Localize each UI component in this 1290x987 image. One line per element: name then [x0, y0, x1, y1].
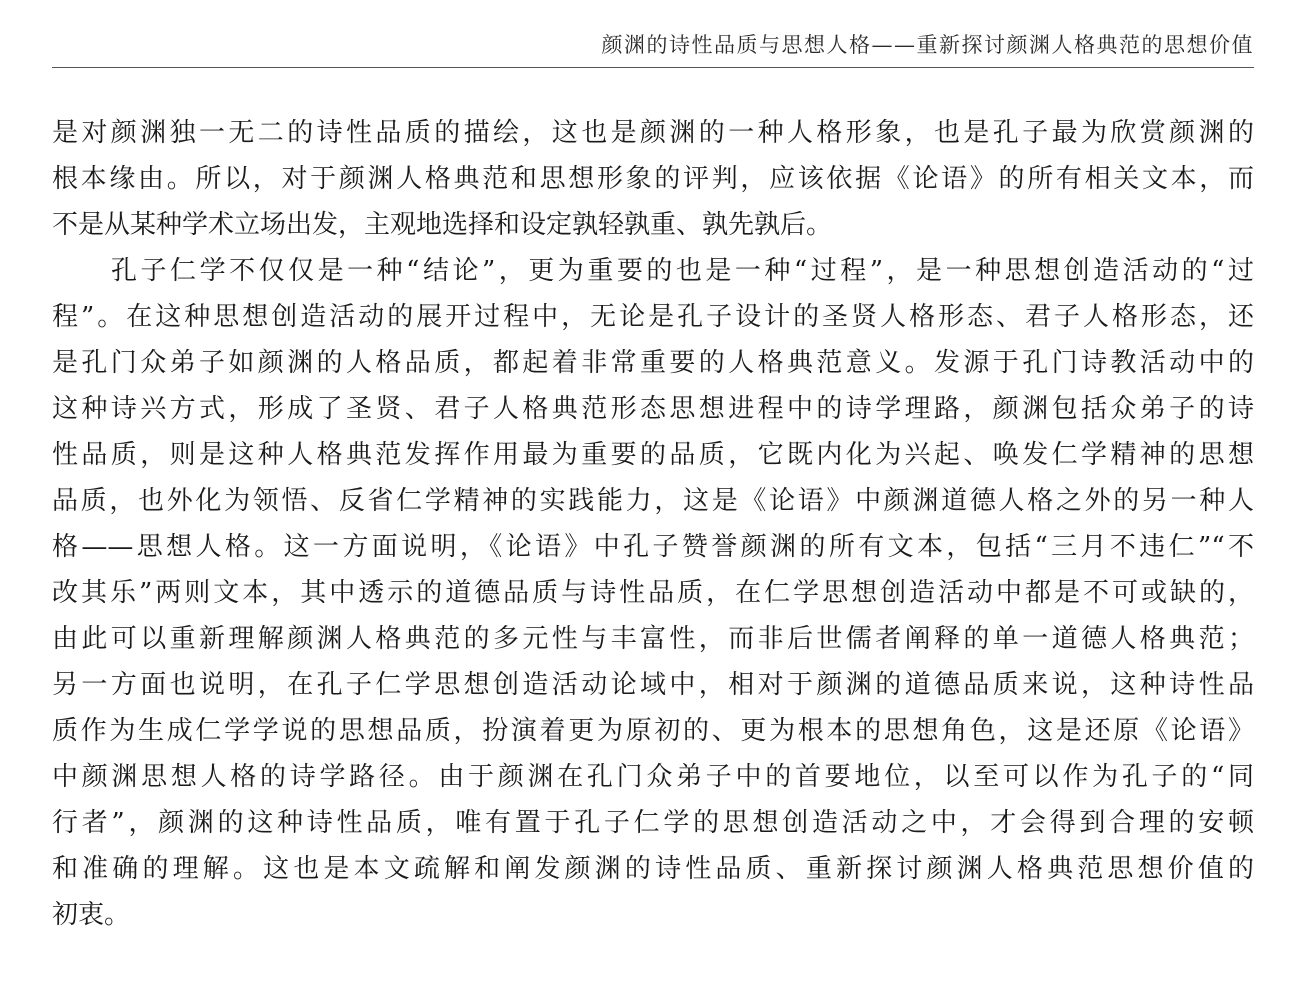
text-line: 不是从某种学术立场出发，主观地选择和设定孰轻孰重、孰先孰后。	[52, 210, 833, 240]
text-line: 另一方面也说明，在孔子仁学思想创造活动论域中，相对于颜渊的道德品质来说，这种诗性品	[52, 670, 1254, 700]
text-line: 品质，也外化为领悟、反省仁学精神的实践能力，这是《论语》中颜渊道德人格之外的另一种人	[52, 486, 1254, 516]
body-text	[52, 110, 1254, 938]
text-line: 行者”，颜渊的这种诗性品质，唯有置于孔子仁学的思想创造活动之中，才会得到合理的安顿	[52, 808, 1254, 838]
running-title: 颜渊的诗性品质与思想人格——重新探讨颜渊人格典范的思想价值	[601, 33, 1254, 57]
running-header	[52, 30, 1254, 68]
text-line: 改其乐”两则文本，其中透示的道德品质与诗性品质，在仁学思想创造活动中都是不可或缺的，	[52, 578, 1254, 608]
text-line: 是对颜渊独一无二的诗性品质的描绘，这也是颜渊的一种人格形象，也是孔子最为欣赏颜渊的	[52, 118, 1254, 148]
text-line: 孔子仁学不仅仅是一种“结论”，更为重要的也是一种“过程”，是一种思想创造活动的“过	[52, 256, 1254, 286]
text-line: 性品质，则是这种人格典范发挥作用最为重要的品质，它既内化为兴起、唤发仁学精神的思想	[52, 440, 1254, 470]
text-line: 由此可以重新理解颜渊人格典范的多元性与丰富性，而非后世儒者阐释的单一道德人格典范；	[52, 624, 1254, 654]
text-line: 格——思想人格。这一方面说明，《论语》中孔子赞誉颜渊的所有文本，包括“三月不违仁”“不	[52, 532, 1254, 562]
text-line: 程”。在这种思想创造活动的展开过程中，无论是孔子设计的圣贤人格形态、君子人格形态，还	[52, 302, 1254, 332]
text-line: 中颜渊思想人格的诗学路径。由于颜渊在孔门众弟子中的首要地位，以至可以作为孔子的“同	[52, 762, 1254, 792]
text-line: 初衷。	[52, 900, 131, 930]
text-line: 和准确的理解。这也是本文疏解和阐发颜渊的诗性品质、重新探讨颜渊人格典范思想价值的	[52, 854, 1254, 884]
text-line: 是孔门众弟子如颜渊的人格品质，都起着非常重要的人格典范意义。发源于孔门诗教活动中的	[52, 348, 1254, 378]
text-line: 这种诗兴方式，形成了圣贤、君子人格典范形态思想进程中的诗学理路，颜渊包括众弟子的诗	[52, 394, 1254, 424]
text-line: 质作为生成仁学学说的思想品质，扮演着更为原初的、更为根本的思想角色，这是还原《论语》	[52, 716, 1254, 746]
text-line: 根本缘由。所以，对于颜渊人格典范和思想形象的评判，应该依据《论语》的所有相关文本，而	[52, 164, 1254, 194]
